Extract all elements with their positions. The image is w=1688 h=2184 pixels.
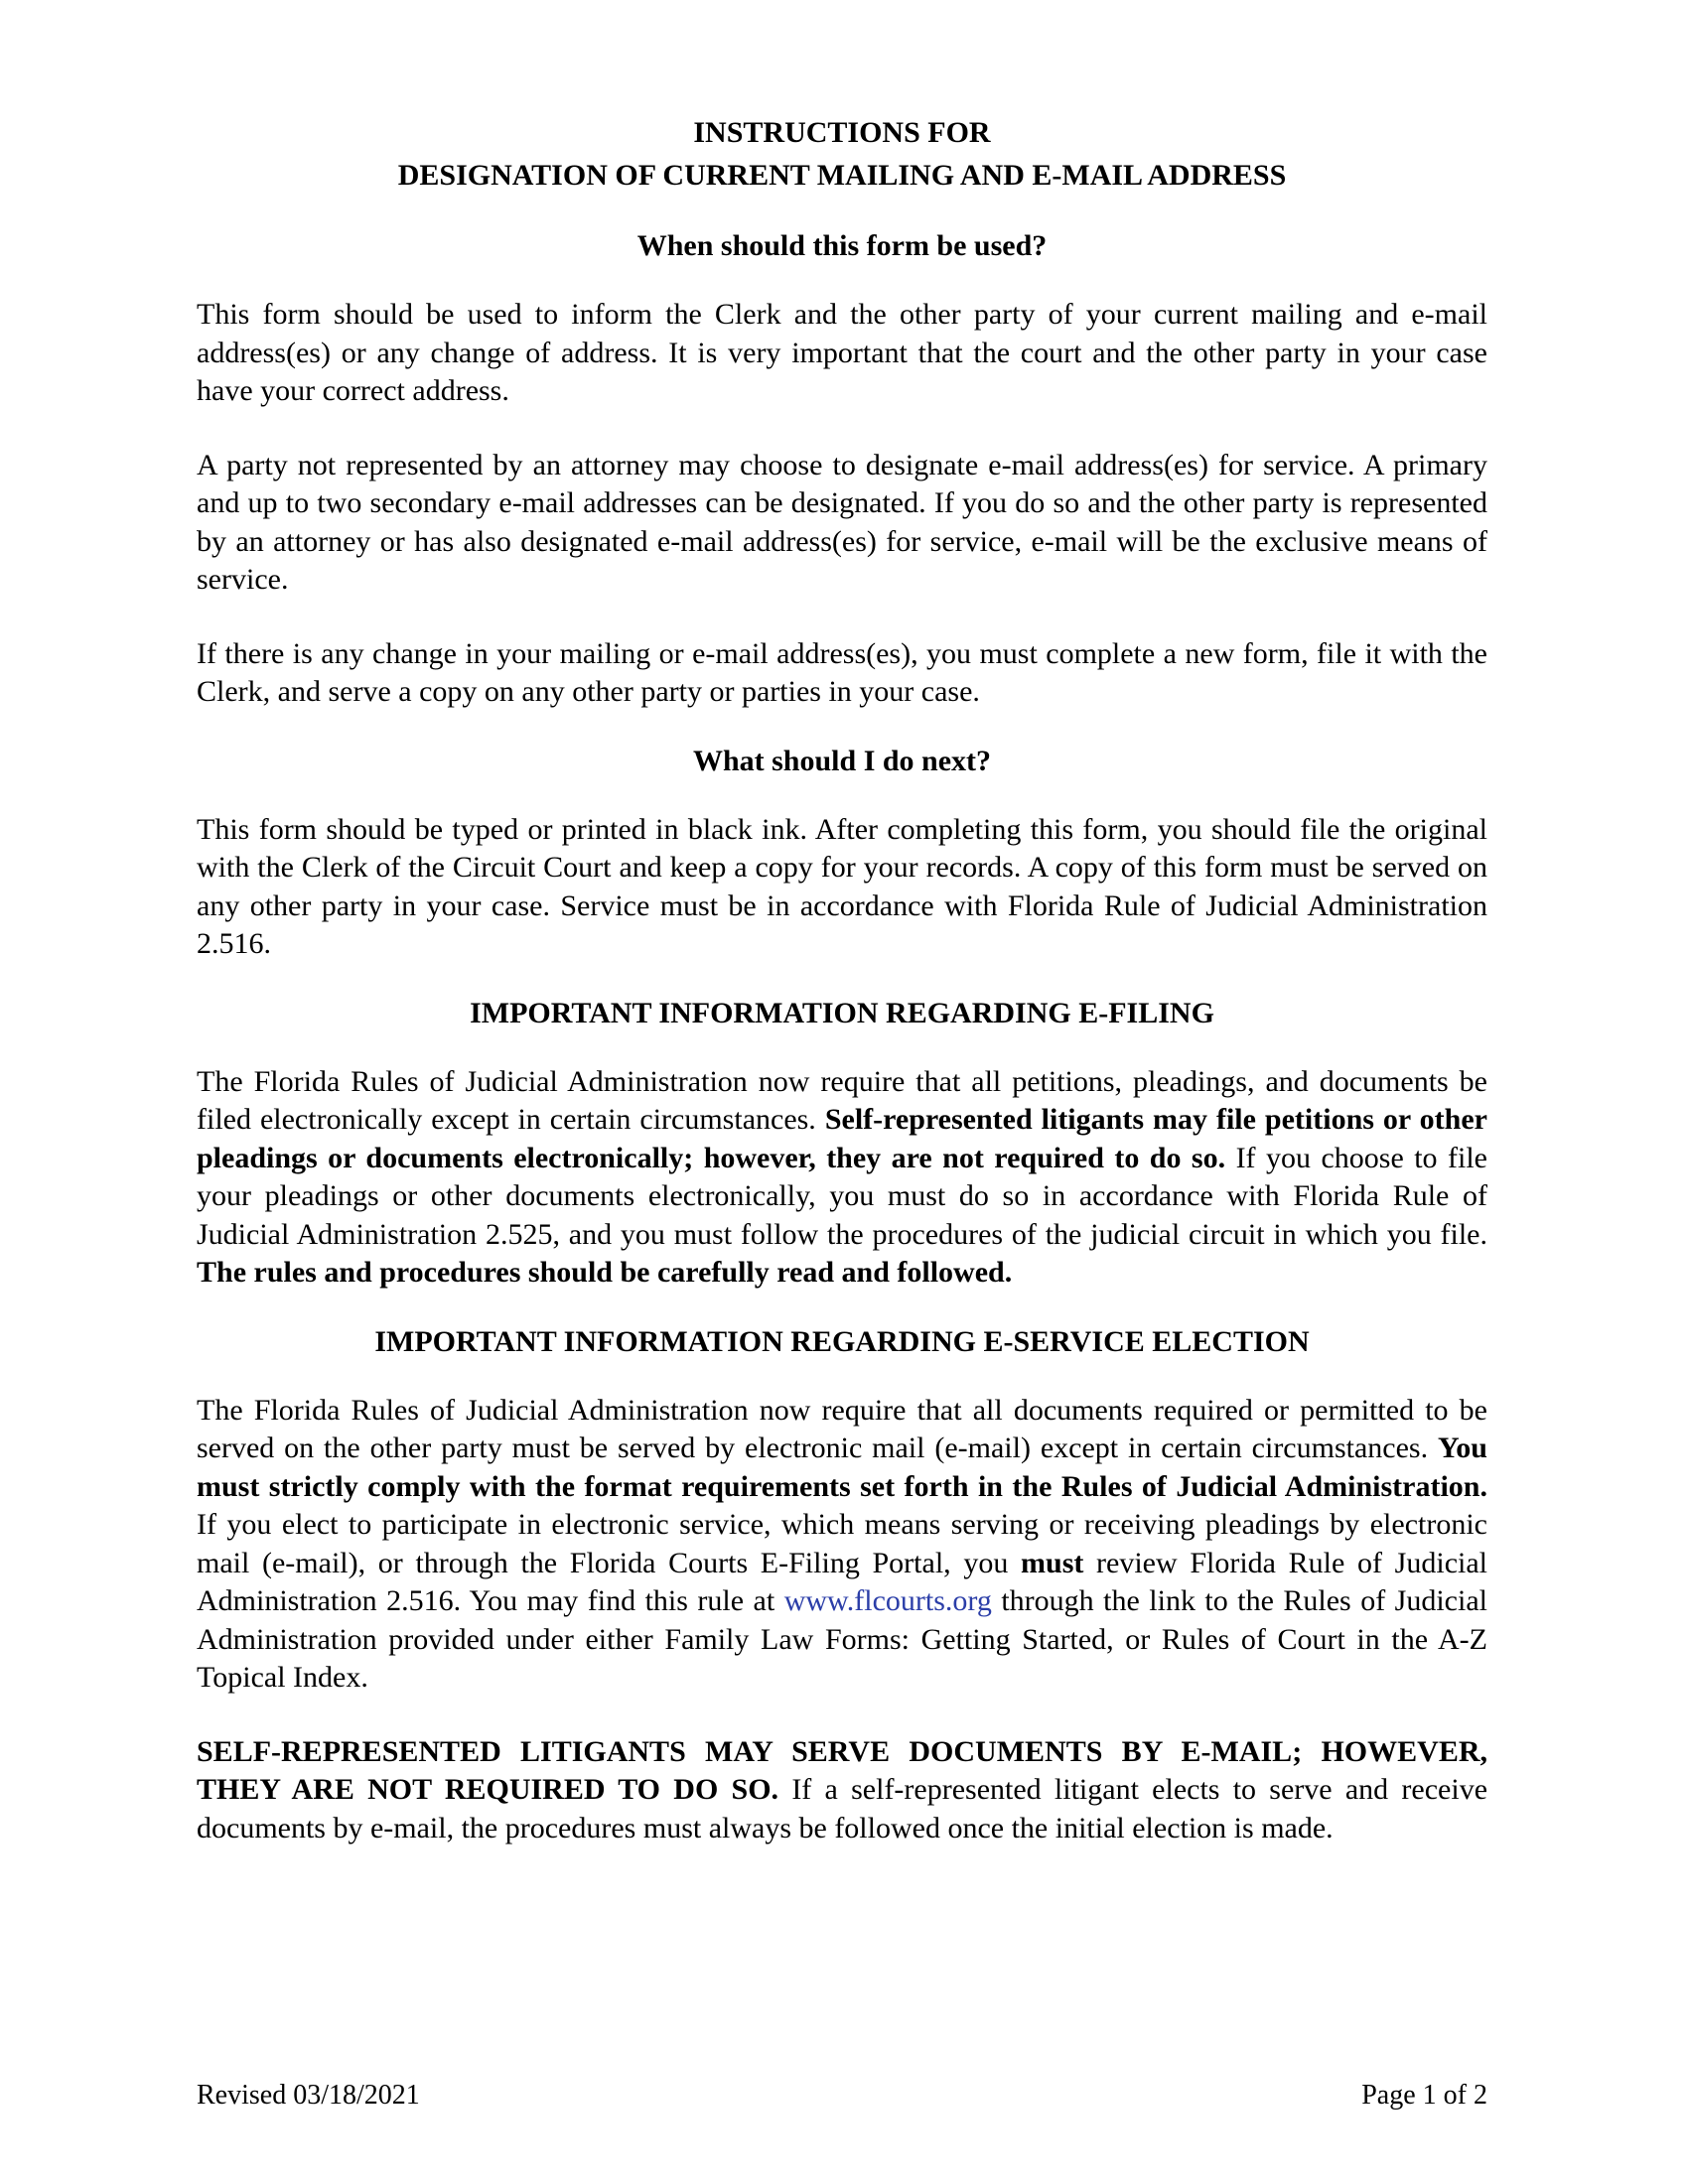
paragraph-when-2: A party not represented by an attorney may choose to designate e-mail address(es) for service. A primary and up to two secondary e-mail addresses can be designated. If you do so and the other party is represented by an attorney or has also designated e-mail address(es) for service, e-mail will be the exclusive means of service.	[197, 448, 1487, 596]
paragraph-eservice-2	[197, 1733, 1487, 1848]
page-footer	[197, 2079, 1487, 2113]
paragraph-eservice-1	[197, 1392, 1487, 1698]
document-page	[197, 111, 1487, 1847]
flcourts-link[interactable]: www.flcourts.org	[783, 1584, 992, 1617]
heading-eservice: IMPORTANT INFORMATION REGARDING E-SERVICE ELECTION	[374, 1324, 1310, 1358]
paragraph-next-1: This form should be typed or printed in black ink. After completing this form, you should file the original with the Clerk of the Circuit Court and keep a copy for your records. A copy of this form must be served on any other party in your case. Service must be in accordance with Florida Rule of Judicial Administration 2.516.	[197, 812, 1487, 960]
revised-date: Revised 03/18/2021	[197, 2080, 420, 2111]
page-number: Page 1 of 2	[1361, 2080, 1487, 2111]
eservice-bold-caps: SELF-REPRESENTED LITIGANTS MAY SERVE DOCUMENTS BY E-MAIL; HOWEVER, THEY ARE NOT REQUIRED TO DO SO.	[197, 1734, 1487, 1806]
heading-efiling: IMPORTANT INFORMATION REGARDING E-FILING	[470, 996, 1214, 1029]
efiling-bold-notice: Self-represented litigants may file petitions or other pleadings or documents electronically; however, they are not required to do so.	[197, 1103, 1487, 1174]
efiling-bold-rules: The rules and procedures should be carefully read and followed.	[197, 1256, 1013, 1289]
eservice-text-e: review Florida Rule of Judicial Administration 2.516. You may find this rule at	[197, 1546, 1487, 1617]
paragraph-when-1: This form should be used to inform the Clerk and the other party of your current mailing and e-mail address(es) or any change of address. It is very important that the court and the other party in your case have your correct address.	[197, 298, 1487, 407]
eservice-bold-format: You must strictly comply with the format requirements set forth in the Rules of Judicial Administration.	[197, 1432, 1487, 1503]
eservice-text-c: If you elect to participate in electronic service, which means serving or receiving pleadings by electronic mail (e-mail), or through the Florida Courts E-Filing Portal, you	[197, 1508, 1487, 1579]
efiling-text-c: If you choose to file your pleadings or other documents electronically, you must do so in accordance with Florida Rule of Judicial Administration 2.525, and you must follow the procedures of the judicial circuit in which you file.	[197, 1141, 1487, 1251]
title-line-1: INSTRUCTIONS FOR	[693, 116, 991, 149]
heading-when: When should this form be used?	[636, 229, 1048, 262]
efiling-text-a: The Florida Rules of Judicial Administration now require that all petitions, pleadings, and documents be filed electronically except in certain circumstances.	[197, 1064, 1487, 1136]
eservice-text-f: through the link to the Rules of Judicial Administration provided under either Family Law Forms: Getting Started, or Rules of Court in the A-Z Topical Index.	[197, 1584, 1487, 1694]
heading-next: What should I do next?	[692, 744, 992, 777]
paragraph-efiling	[197, 1063, 1487, 1293]
eservice-text-p2b: If a self-represented litigant elects to serve and receive documents by e-mail, the procedures must always be followed once the initial election is made.	[197, 1773, 1488, 1844]
paragraph-when-3: If there is any change in your mailing or e-mail address(es), you must complete a new form, file it with the Clerk, and serve a copy on any other party or parties in your case.	[197, 636, 1487, 708]
title-line-2: DESIGNATION OF CURRENT MAILING AND E-MAIL ADDRESS	[397, 159, 1287, 192]
eservice-bold-must: must	[1021, 1546, 1084, 1579]
eservice-text-a: The Florida Rules of Judicial Administration now require that all documents required or permitted to be served on the other party must be served by electronic mail (e-mail) except in certain circumstances.	[197, 1393, 1487, 1464]
